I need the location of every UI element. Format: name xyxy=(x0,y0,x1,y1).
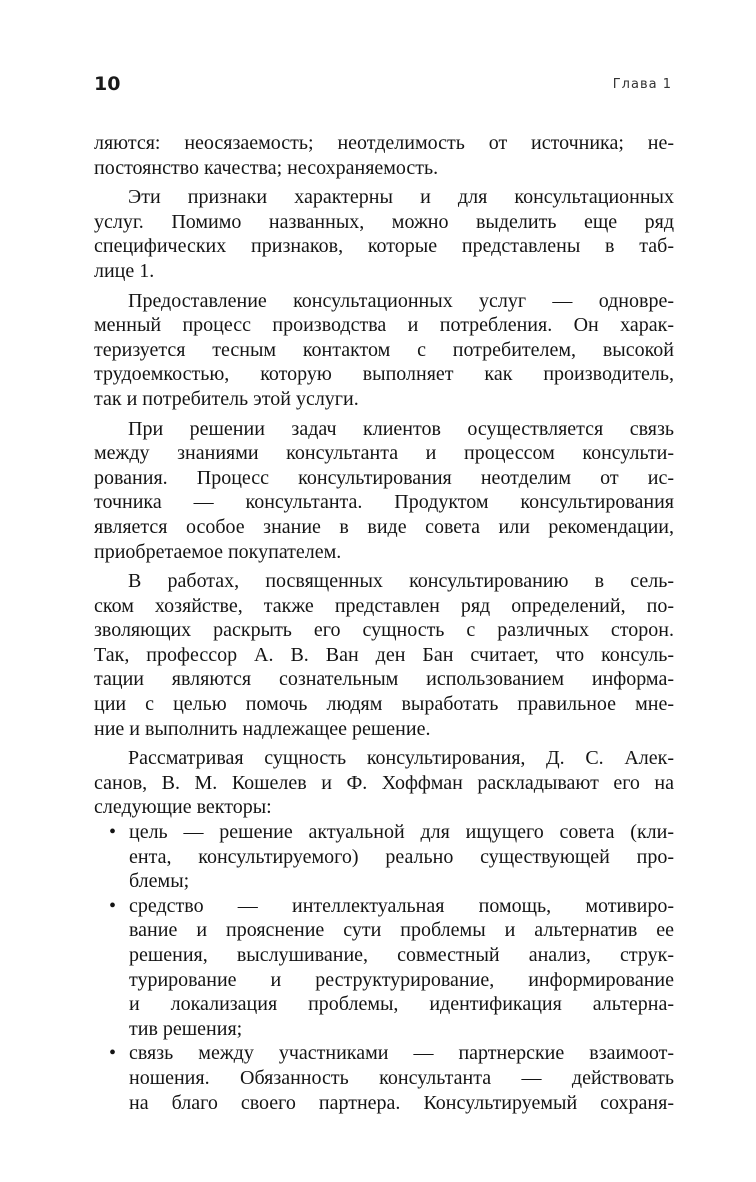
text-line: ние и выполнить надлежащее решение. xyxy=(94,717,431,740)
text-line: трудоемкостью, которую выполняет как производитель, xyxy=(94,363,674,386)
bullet-line xyxy=(94,1041,674,1066)
text-line: тив решения; xyxy=(129,1017,243,1040)
paragraph xyxy=(94,289,674,412)
text-line: приобретаемое покупателем. xyxy=(94,540,342,563)
text-line: услуг. Помимо названных, можно выделить еще ряд xyxy=(94,210,674,233)
text-line: Предоставление консультационных услуг — одновре- xyxy=(128,289,674,312)
text-line: вание и прояснение сути проблемы и альтернатив ее xyxy=(129,919,674,942)
text-line: ляются: неосязаемость; неотделимость от источника; не- xyxy=(94,132,674,154)
text-line: так и потребитель этой услуги. xyxy=(94,387,359,410)
paragraph xyxy=(94,131,674,180)
paragraph xyxy=(94,746,674,820)
bullet-item xyxy=(94,820,674,894)
bullet-icon: • xyxy=(109,894,117,917)
text-line: решения, выслушивание, совместный анализ, струк- xyxy=(129,944,674,966)
text-line: средство — интеллектуальная помощь, мотивиро- xyxy=(129,894,674,917)
text-line: ции с целью помочь людям выработать правильное мне- xyxy=(94,693,674,716)
text-line: Эти признаки характерны и для консультационных xyxy=(128,186,674,209)
bullet-line xyxy=(94,820,674,845)
text-line: лице 1. xyxy=(94,259,155,282)
page-number: 10 xyxy=(94,73,121,95)
text-line: теризуется тесным контактом с потребителем, высокой xyxy=(94,338,674,361)
bullet-item xyxy=(94,1041,674,1115)
text-line: менный процесс производства и потребления. Он харак- xyxy=(94,314,674,337)
text-line: санов, В. М. Кошелев и Ф. Хоффман раскладывают его на xyxy=(94,771,674,794)
text-line: Рассматривая сущность консультирования, Д. С. Алек- xyxy=(128,747,674,770)
paragraph xyxy=(94,569,674,741)
text-line: тации являются сознательным использованием информа- xyxy=(94,668,674,691)
text-line: ента, консультируемого) реально существующей про- xyxy=(129,845,674,868)
text-line: постоянство качества; несохраняемость. xyxy=(94,156,439,179)
bullet-icon: • xyxy=(109,821,117,844)
text-line: ношения. Обязанность консультанта — действовать xyxy=(129,1066,674,1089)
text-line: турирование и реструктурирование, информирование xyxy=(129,968,674,991)
text-line: точника — консультанта. Продуктом консультирования xyxy=(94,491,674,514)
text-line: цель — решение актуальной для ищущего совета (кли- xyxy=(129,821,674,844)
text-line: специфических признаков, которые представлены в таб- xyxy=(94,235,674,258)
text-line: При решении задач клиентов осуществляется связь xyxy=(128,417,674,440)
bullet-item xyxy=(94,894,674,1042)
bullet-line xyxy=(94,894,674,919)
text-line: связь между участниками — партнерские взаимоот- xyxy=(129,1042,674,1065)
text-line: на благо своего партнера. Консультируемый сохраня- xyxy=(129,1091,674,1114)
paragraph xyxy=(94,185,674,283)
text-line: рования. Процесс консультирования неотделим от ис- xyxy=(94,466,674,489)
text-line: В работах, посвященных консультированию в сель- xyxy=(128,570,674,593)
text-line: блемы; xyxy=(129,870,190,893)
paragraph xyxy=(94,417,674,565)
text-line: следующие векторы: xyxy=(94,796,272,819)
text-line: зволяющих раскрыть его сущность с различных сторон. xyxy=(94,619,674,642)
chapter-label: Глава 1 xyxy=(612,77,672,92)
text-line: Так, профессор А. В. Ван ден Бан считает, что консуль- xyxy=(94,643,674,666)
text-line: ском хозяйстве, также представлен ряд определений, по- xyxy=(94,594,674,617)
bullet-icon: • xyxy=(109,1042,117,1065)
body-text xyxy=(94,131,674,1115)
text-line: между знаниями консультанта и процессом консульти- xyxy=(94,442,674,465)
text-line: и локализация проблемы, идентификация альтерна- xyxy=(129,993,674,1016)
text-line: является особое знание в виде совета или рекомендации, xyxy=(94,515,674,538)
running-head xyxy=(94,73,672,97)
